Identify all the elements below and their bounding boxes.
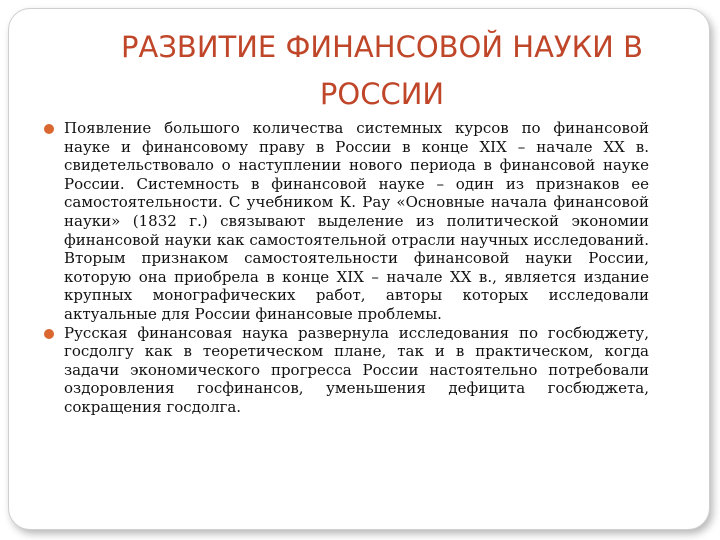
slide-content bbox=[64, 119, 649, 417]
slide-title: РАЗВИТИЕ ФИНАНСОВОЙ НАУКИ В РОССИИ bbox=[121, 30, 643, 111]
bullet-text: Русская финансовая наука развернула исследования по госбюджету, госдолгу как в теоретическом плане, так и в практическом, когда задачи экономического прогресса России настоятельно потребовали оздоровления госфинансов, уменьшения дефицита госбюджета, сокращения госдолга. bbox=[64, 323, 649, 416]
bullet-dot-icon bbox=[44, 124, 54, 134]
bullet-item bbox=[64, 324, 649, 417]
bullet-dot-icon bbox=[44, 329, 54, 339]
bullet-item bbox=[64, 119, 649, 324]
bullet-text: Появление большого количества системных курсов по финансовой науке и финансовому праву в России в конце XIX – начале XX в. свидетельствовало о наступлении нового периода в финансовой науке России. Системность в финансовой науке – один из признаков ее самостоятельности. С учебником К. Рау «Основные начала финансовой науки» (1832 г.) связывают выделение из политической экономии финансовой науки как самостоятельной отрасли научных исследований. Вторым признаком самостоятельности финансовой науки России, которую она приобрела в конце XIX – начале XX в., является издание крупных монографических работ, авторы которых исследовали актуальные для России финансовые проблемы. bbox=[64, 119, 649, 323]
